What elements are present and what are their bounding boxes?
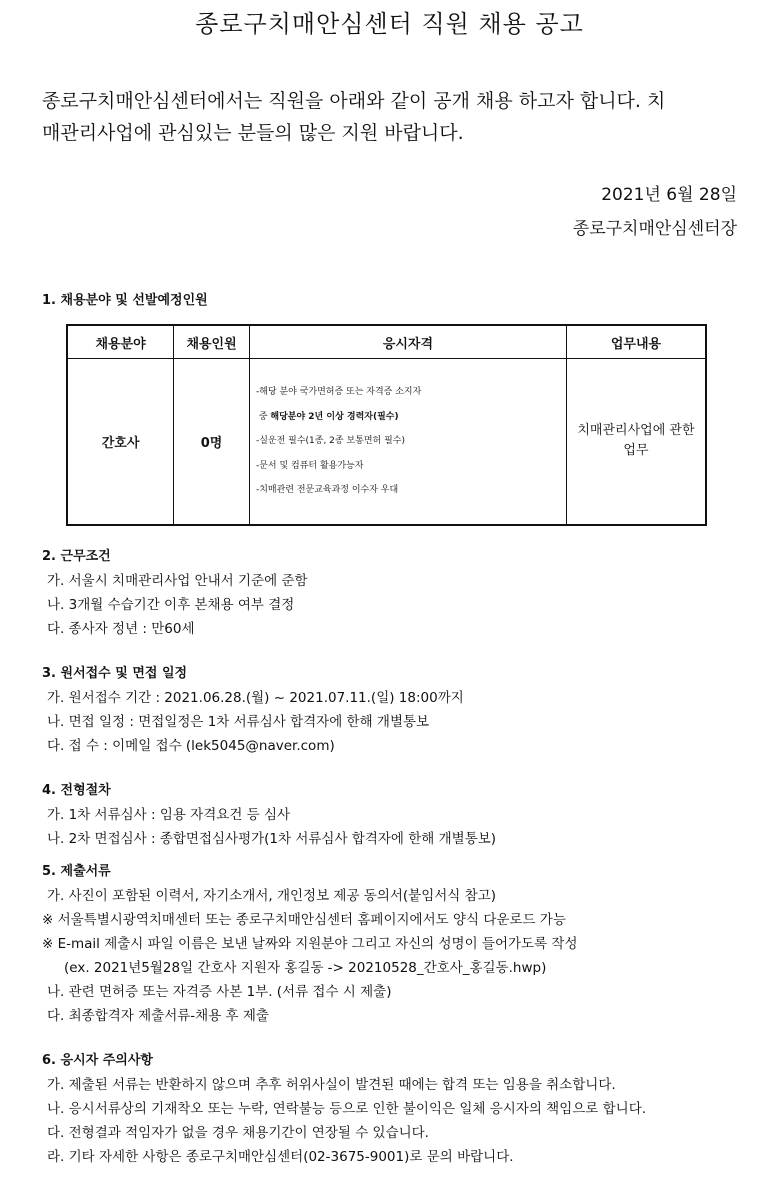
table-header-row bbox=[67, 325, 706, 359]
section-1-heading: 1. 채용분야 및 선발예정인원 bbox=[42, 293, 208, 308]
list-item: 가. 서울시 치매관리사업 안내서 기준에 준함 bbox=[47, 573, 308, 589]
list-item: 가. 사진이 포함된 이력서, 자기소개서, 개인정보 제공 동의서(붙임서식 참고) bbox=[47, 888, 496, 904]
page-title: 종로구치매안심센터 직원 채용 공고 bbox=[195, 10, 584, 38]
list-item: ※ 서울특별시광역치매센터 또는 종로구치매안심센터 홈페이지에서도 양식 다운로드 가능 bbox=[42, 912, 566, 928]
list-item: 라. 기타 자세한 사항은 종로구치매안심센터(02-3675-9001)로 문의 바랍니다. bbox=[47, 1149, 514, 1165]
list-item: 나. 관련 면허증 또는 자격증 사본 1부. (서류 접수 시 제출) bbox=[47, 984, 392, 1000]
qualification-line: -실운전 필수(1종, 2종 보통면허 필수) bbox=[255, 436, 406, 446]
col-header-count: 채용인원 bbox=[174, 325, 250, 359]
list-item: 나. 3개월 수습기간 이후 본채용 여부 결정 bbox=[47, 597, 295, 613]
list-item: 다. 접 수 : 이메일 접수 (lek5045@naver.com) bbox=[47, 738, 335, 754]
section-3-heading: 3. 원서접수 및 면접 일정 bbox=[42, 666, 188, 681]
list-item: 다. 종사자 정년 : 만60세 bbox=[47, 621, 195, 637]
issuing-organization: 종로구치매안심센터장 bbox=[572, 219, 737, 239]
section-2-heading: 2. 근무조건 bbox=[42, 549, 111, 564]
recruitment-table bbox=[66, 324, 707, 526]
qualification-line: -해당 분야 국가면허증 또는 자격증 소지자 bbox=[255, 387, 422, 397]
notice-date: 2021년 6월 28일 bbox=[601, 185, 737, 205]
qualification-line: 중 해당분야 2년 이상 경력자(필수) bbox=[255, 411, 399, 422]
list-item: ※ E-mail 제출시 파일 이름은 보낸 날짜와 지원분야 그리고 자신의 성명이 들어가도록 작성 bbox=[42, 936, 578, 952]
qualification-line: -치매관련 전문교육과정 이수자 우대 bbox=[255, 485, 399, 495]
col-header-qualifications: 응시자격 bbox=[249, 325, 566, 359]
list-item: 나. 2차 면접심사 : 종합면접심사평가(1차 서류심사 합격자에 한해 개별통보) bbox=[47, 831, 497, 847]
table-row bbox=[67, 359, 706, 525]
cell-qualifications bbox=[249, 359, 566, 525]
col-header-duties: 업무내용 bbox=[566, 325, 706, 359]
section-6-heading: 6. 응시자 주의사항 bbox=[42, 1053, 153, 1068]
list-item: 가. 1차 서류심사 : 임용 자격요건 등 심사 bbox=[47, 807, 291, 823]
col-header-field: 채용분야 bbox=[67, 325, 174, 359]
list-item: 다. 최종합격자 제출서류-채용 후 제출 bbox=[47, 1008, 269, 1024]
qualification-line: -문서 및 컴퓨터 활용가능자 bbox=[255, 460, 364, 471]
intro-line-2: 매관리사업에 관심있는 분들의 많은 지원 바랍니다. bbox=[42, 122, 464, 144]
list-item: 나. 면접 일정 : 면접일정은 1차 서류심사 합격자에 한해 개별통보 bbox=[47, 714, 430, 730]
list-item: 가. 원서접수 기간 : 2021.06.28.(월) ~ 2021.07.11.(일) 18:00까지 bbox=[47, 690, 464, 706]
section-5-heading: 5. 제출서류 bbox=[42, 864, 111, 879]
list-item: 가. 제출된 서류는 반환하지 않으며 추후 허위사실이 발견된 때에는 합격 또는 임용을 취소합니다. bbox=[47, 1077, 616, 1093]
cell-duties: 치매관리사업에 관한 업무 bbox=[566, 359, 706, 525]
list-item: (ex. 2021년5월28일 간호사 지원자 홍길동 -> 20210528_간호사_홍길동.hwp) bbox=[64, 960, 547, 976]
section-4-heading: 4. 전형절차 bbox=[42, 783, 111, 798]
cell-count: 0명 bbox=[174, 359, 250, 525]
intro-line-1: 종로구치매안심센터에서는 직원을 아래와 같이 공개 채용 하고자 합니다. 치 bbox=[42, 90, 666, 112]
cell-field: 간호사 bbox=[67, 359, 174, 525]
list-item: 나. 응시서류상의 기재착오 또는 누락, 연락불능 등으로 인한 불이익은 일체 응시자의 책임으로 합니다. bbox=[47, 1101, 647, 1117]
list-item: 다. 전형결과 적임자가 없을 경우 채용기간이 연장될 수 있습니다. bbox=[47, 1125, 429, 1141]
